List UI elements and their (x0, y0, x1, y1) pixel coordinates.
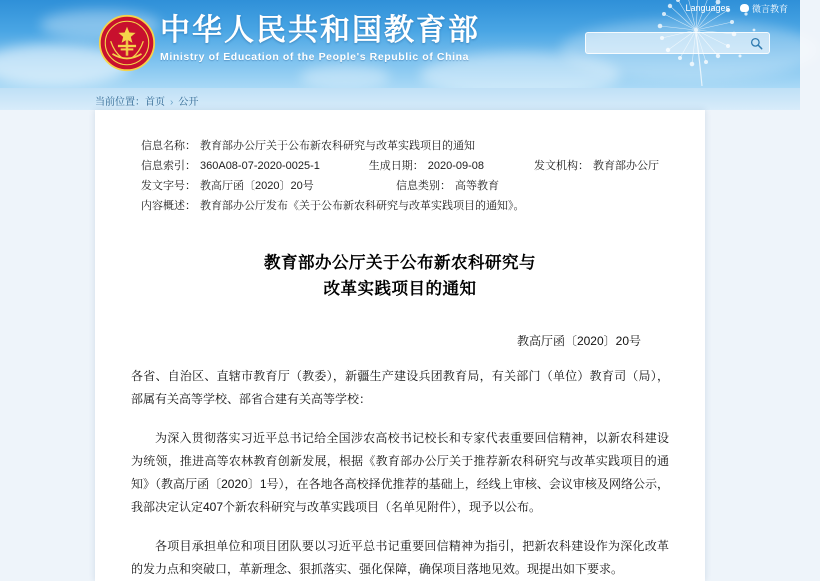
meta-value: 教育部办公厅发布《关于公布新农科研究与改革实践项目的通知》。 (200, 200, 525, 212)
meta-row (141, 196, 659, 216)
meta-row (141, 136, 659, 156)
meta-label: 发文机构： (534, 160, 589, 172)
page-title-line-1: 教育部办公厅关于公布新农科研究与 (264, 253, 536, 272)
meta-label: 信息名称： (141, 140, 196, 152)
wechat-label: 微言教育 (751, 3, 788, 14)
document-number: 教高厅函〔2020〕20号 (516, 334, 641, 348)
top-utility-bar (673, 0, 800, 16)
search-input[interactable] (586, 33, 743, 53)
meta-value: 教育部办公厅 (593, 160, 659, 172)
meta-field-summary (141, 196, 525, 216)
meta-value: 高等教育 (455, 180, 499, 192)
site-title-en: Ministry of Education of the People's Republic of China (160, 51, 470, 63)
breadcrumb-strip (0, 88, 800, 110)
meta-field-doc-number (141, 176, 396, 196)
meta-field-category (396, 176, 581, 196)
meta-field-info-name (141, 136, 475, 156)
meta-value: 教育部办公厅关于公布新农科研究与改革实践项目的通知 (200, 140, 475, 152)
meta-value: 2020-09-08 (427, 160, 485, 172)
site-title-block (160, 14, 480, 63)
meta-field-issuer (534, 156, 659, 176)
meta-label: 生成日期： (368, 160, 424, 172)
site-title-cn: 中华人民共和国教育部 (160, 13, 480, 48)
document-paragraph: 各项目承担单位和项目团队要以习近平总书记重要回信精神为指引，把新农科建设作为深化改革的发力点和突破口，革新理念、狠抓落实、强化保障，确保项目落地见效。现提出如下要求。 (131, 539, 669, 576)
cloud-decoration (300, 64, 390, 90)
meta-row (141, 176, 659, 196)
page-title-line-2: 改革实践项目的通知 (323, 279, 477, 298)
wechat-icon (740, 4, 749, 12)
meta-field-date (369, 156, 534, 176)
meta-label: 内容概述： (141, 200, 196, 212)
meta-label: 发文字号： (141, 180, 196, 192)
content-sheet (95, 110, 705, 581)
page-title (131, 250, 669, 302)
national-emblem-icon (98, 14, 156, 72)
breadcrumb-separator: › (170, 97, 174, 108)
meta-field-index (141, 156, 369, 176)
wechat-link[interactable] (740, 2, 788, 15)
meta-label: 信息类别： (396, 180, 451, 192)
meta-value: 360A08-07-2020-0025-1 (200, 160, 320, 172)
breadcrumb-prefix: 当前位置： (95, 97, 145, 108)
meta-value: 教高厅函〔2020〕20号 (200, 180, 314, 192)
search-box[interactable] (585, 32, 770, 54)
document-paragraph: 为深入贯彻落实习近平总书记给全国涉农高校书记校长和专家代表重要回信精神，以新农科建设为统领，推进高等农林教育创新发展，根据《教育部办公厅关于推荐新农科研究与改革实践项目的通知》（教高厅函〔2020〕1号），在各地各高校择优推荐的基础上，经线上审核、会议审核及网络公示，我部决定认定407个新农科研究与改革实践项目（名单见附件），现予以公布。 (131, 431, 669, 514)
meta-label: 信息索引： (141, 160, 196, 172)
breadcrumb-item-open[interactable]: 公开 (178, 97, 199, 108)
search-button[interactable] (743, 33, 769, 53)
breadcrumb (95, 93, 198, 108)
document-recipients: 各省、自治区、直辖市教育厅（教委），新疆生产建设兵团教育局，有关部门（单位）教育司（局），部属有关高等学校、部省合建有关高等学校： (131, 369, 669, 406)
document-meta (141, 136, 659, 216)
search-icon (750, 37, 763, 50)
meta-row (141, 156, 659, 176)
breadcrumb-item-home[interactable]: 首页 (145, 97, 165, 108)
site-banner (0, 0, 800, 88)
languages-link[interactable]: Languages (685, 3, 730, 13)
